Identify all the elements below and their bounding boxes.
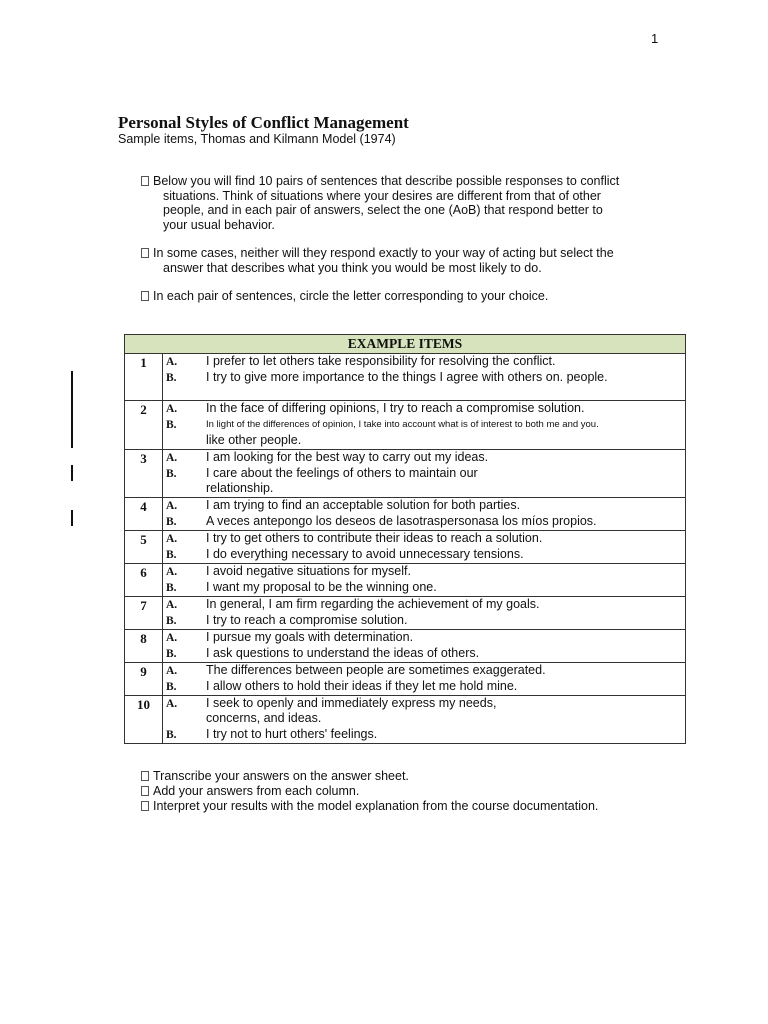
table-row bbox=[125, 401, 686, 450]
option-b-letter[interactable]: B. bbox=[166, 728, 177, 741]
option-b-text: I do everything necessary to avoid unnecessary tensions. bbox=[206, 546, 524, 561]
item-number: 3 bbox=[125, 449, 163, 497]
option-a-letter[interactable]: A. bbox=[166, 499, 178, 512]
checkbox-bullet-icon bbox=[141, 291, 149, 301]
option-b-text: I allow others to hold their ideas if they let me hold mine. bbox=[206, 678, 518, 693]
item-number: 4 bbox=[125, 497, 163, 530]
item-number: 2 bbox=[125, 401, 163, 450]
table-row bbox=[125, 629, 686, 662]
checkbox-bullet-icon bbox=[141, 248, 149, 258]
table-row bbox=[125, 662, 686, 695]
instruction-text: In each pair of sentences, circle the letter corresponding to your choice. bbox=[153, 289, 549, 303]
option-a-text: The differences between people are sometimes exaggerated. bbox=[206, 662, 546, 677]
margin-change-bar bbox=[71, 510, 73, 526]
option-b-text: In light of the differences of opinion, I take into account what is of interest to both me and you. bbox=[206, 419, 599, 430]
list-item bbox=[141, 769, 598, 784]
option-a-letter[interactable]: A. bbox=[166, 697, 178, 710]
table-row bbox=[125, 354, 686, 401]
item-number: 1 bbox=[125, 354, 163, 401]
list-item bbox=[141, 799, 598, 814]
option-b-letter[interactable]: B. bbox=[166, 647, 177, 660]
option-b-letter[interactable]: B. bbox=[166, 614, 177, 627]
option-a-letter[interactable]: A. bbox=[166, 565, 178, 578]
table-row bbox=[125, 449, 686, 497]
document-title: Personal Styles of Conflict Management bbox=[118, 113, 409, 132]
option-b-text: A veces antepongo los deseos de lasotraspersonasa los míos propios. bbox=[206, 513, 597, 528]
option-b-text-continued: like other people. bbox=[206, 433, 302, 447]
table-row bbox=[125, 497, 686, 530]
instruction-1 bbox=[141, 174, 626, 232]
instruction-2 bbox=[141, 246, 626, 275]
option-b-letter[interactable]: B. bbox=[166, 680, 177, 693]
instruction-text: In some cases, neither will they respond exactly to your way of acting but select the answer that describes what you think you would be most likely to do. bbox=[153, 246, 614, 275]
checkbox-bullet-icon bbox=[141, 771, 149, 781]
checkbox-bullet-icon bbox=[141, 786, 149, 796]
option-a-text: I seek to openly and immediately express my needs, concerns, and ideas. bbox=[206, 695, 497, 725]
option-b-text: I try to give more importance to the things I agree with others on. people. bbox=[206, 370, 608, 384]
option-a-letter[interactable]: A. bbox=[166, 356, 178, 368]
option-a-letter[interactable]: A. bbox=[166, 631, 178, 644]
table-row bbox=[125, 563, 686, 596]
table-header: EXAMPLE ITEMS bbox=[125, 335, 686, 354]
option-a-letter[interactable]: A. bbox=[166, 451, 178, 464]
list-item-text: Interpret your results with the model explanation from the course documentation. bbox=[153, 799, 599, 813]
option-a-text: I pursue my goals with determination. bbox=[206, 629, 414, 644]
option-a-text: I try to get others to contribute their ideas to reach a solution. bbox=[206, 530, 543, 545]
option-b-text: I try to reach a compromise solution. bbox=[206, 612, 408, 627]
option-b-letter[interactable]: B. bbox=[166, 467, 177, 480]
option-a-letter[interactable]: A. bbox=[166, 664, 178, 677]
instruction-text: Below you will find 10 pairs of sentences that describe possible responses to conflict situations. Think of situations where your desires are different from that of other people, and in each pair of answers, select the one (AoB) that respond better to your usual behavior. bbox=[153, 174, 620, 232]
option-b-letter[interactable]: B. bbox=[166, 372, 177, 384]
option-a-text: In the face of differing opinions, I try to reach a compromise solution. bbox=[206, 401, 585, 415]
list-item bbox=[141, 784, 598, 799]
example-items-table bbox=[124, 334, 686, 744]
item-number: 7 bbox=[125, 596, 163, 629]
option-b-letter[interactable]: B. bbox=[166, 548, 177, 561]
option-b-letter[interactable]: B. bbox=[166, 419, 177, 431]
item-number: 10 bbox=[125, 695, 163, 743]
checkbox-bullet-icon bbox=[141, 801, 149, 811]
option-a-text: I am looking for the best way to carry out my ideas. bbox=[206, 449, 489, 464]
option-a-text: I am trying to find an acceptable solution for both parties. bbox=[206, 497, 521, 512]
option-a-text: In general, I am firm regarding the achievement of my goals. bbox=[206, 596, 540, 611]
document-subtitle: Sample items, Thomas and Kilmann Model (1974) bbox=[118, 132, 396, 146]
list-item-text: Add your answers from each column. bbox=[153, 784, 360, 798]
option-a-letter[interactable]: A. bbox=[166, 403, 178, 415]
item-number: 9 bbox=[125, 662, 163, 695]
option-b-text: I try not to hurt others' feelings. bbox=[206, 726, 378, 741]
table-row bbox=[125, 695, 686, 743]
option-a-letter[interactable]: A. bbox=[166, 532, 178, 545]
item-number: 8 bbox=[125, 629, 163, 662]
table-row bbox=[125, 530, 686, 563]
option-b-text: I want my proposal to be the winning one. bbox=[206, 579, 437, 594]
list-item-text: Transcribe your answers on the answer sheet. bbox=[153, 769, 409, 783]
option-a-text: I avoid negative situations for myself. bbox=[206, 563, 411, 578]
instruction-3 bbox=[141, 289, 604, 304]
margin-change-bar bbox=[71, 465, 73, 481]
option-b-letter[interactable]: B. bbox=[166, 515, 177, 528]
option-b-text: I care about the feelings of others to maintain our relationship. bbox=[206, 465, 478, 495]
margin-change-bar bbox=[71, 371, 73, 448]
table-row bbox=[125, 596, 686, 629]
final-steps-list bbox=[141, 769, 598, 814]
item-number: 6 bbox=[125, 563, 163, 596]
item-number: 5 bbox=[125, 530, 163, 563]
page-number: 1 bbox=[651, 31, 659, 46]
option-b-text: I ask questions to understand the ideas of others. bbox=[206, 645, 480, 660]
option-a-text: I prefer to let others take responsibility for resolving the conflict. bbox=[206, 354, 556, 368]
option-b-letter[interactable]: B. bbox=[166, 581, 177, 594]
checkbox-bullet-icon bbox=[141, 176, 149, 186]
option-a-letter[interactable]: A. bbox=[166, 598, 178, 611]
